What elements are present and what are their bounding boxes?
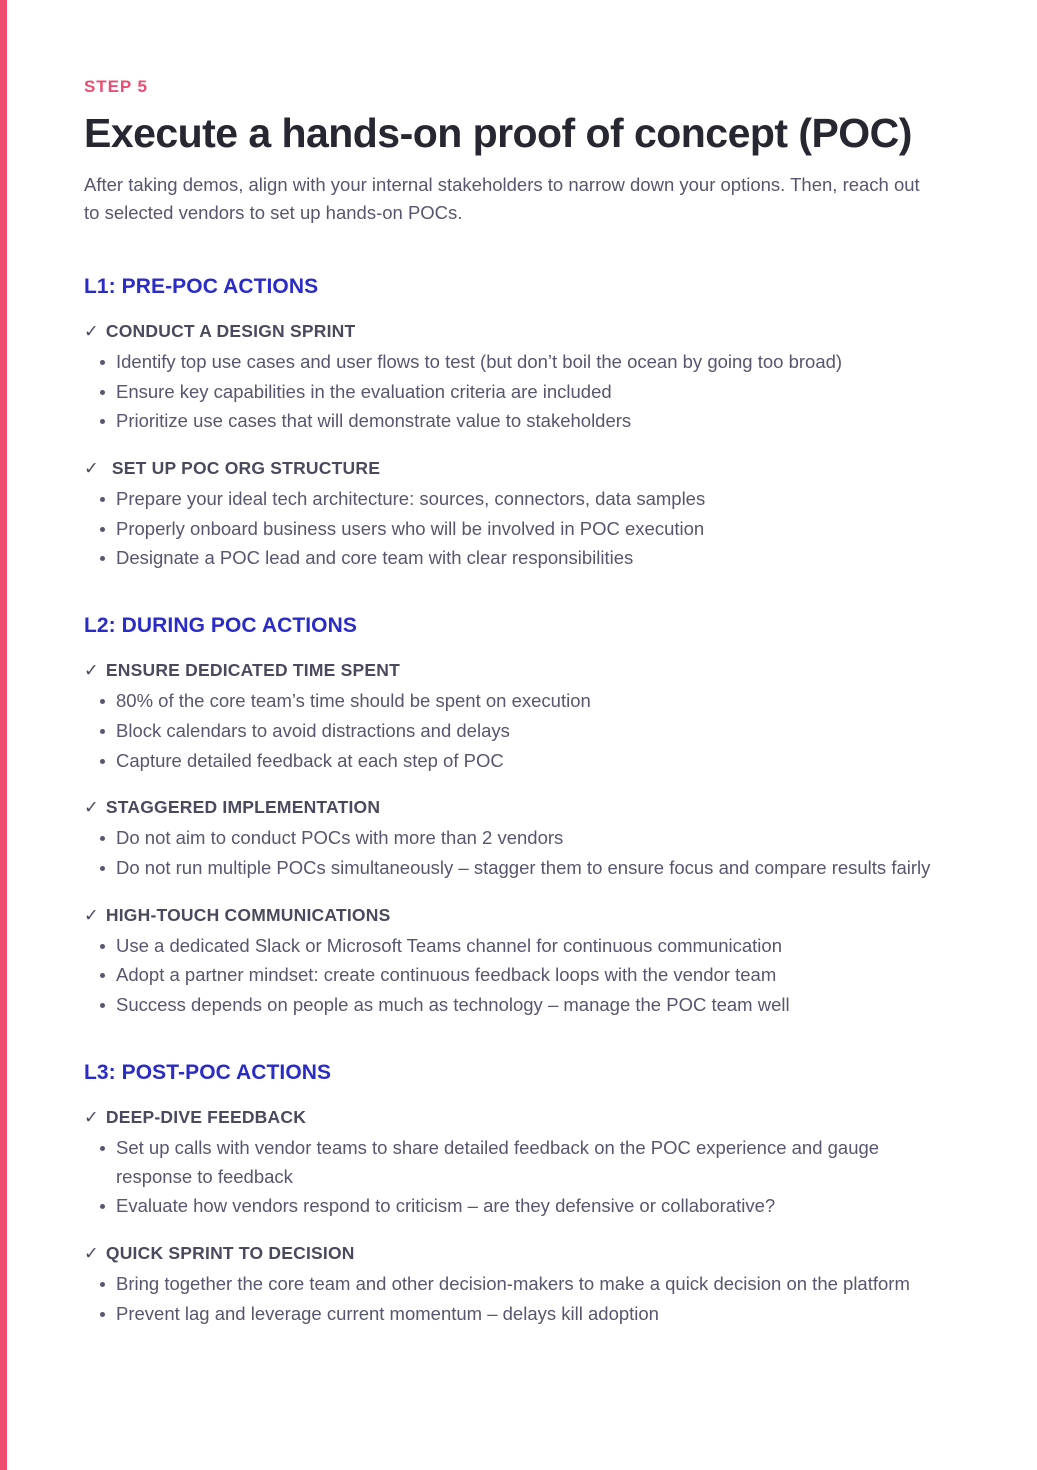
checklist-group — [84, 458, 947, 573]
checklist-group-heading — [84, 1107, 947, 1128]
checklist-group-heading — [84, 905, 947, 926]
bullet-item: Adopt a partner mindset: create continuous feedback loops with the vendor team — [84, 961, 946, 990]
checklist-group-label: DEEP-DIVE FEEDBACK — [105, 1106, 307, 1127]
checklist-group-heading — [84, 1243, 947, 1264]
checkmark-icon: ✓ — [84, 660, 99, 681]
bullet-list — [84, 932, 947, 1020]
bullet-list — [84, 1270, 947, 1328]
bullet-item: Set up calls with vendor teams to share detailed feedback on the POC experience and gauge response to feedback — [84, 1134, 946, 1191]
bullet-item: Identify top use cases and user flows to test (but don’t boil the ocean by going too broad) — [84, 348, 946, 377]
bullet-list — [84, 687, 947, 775]
bullet-item: Bring together the core team and other decision-makers to make a quick decision on the platform — [84, 1270, 946, 1299]
checklist-group — [84, 1243, 947, 1328]
checkmark-icon: ✓ — [84, 1242, 99, 1263]
bullet-item: Designate a POC lead and core team with clear responsibilities — [84, 544, 946, 573]
checklist-group-label: HIGH-TOUCH COMMUNICATIONS — [105, 904, 391, 925]
checkmark-icon: ✓ — [84, 321, 99, 342]
step-eyebrow-label: STEP 5 — [84, 77, 148, 96]
section-heading: L3: POST-POC ACTIONS — [84, 1060, 332, 1084]
bullet-item: Use a dedicated Slack or Microsoft Teams channel for continuous communication — [84, 932, 946, 961]
checkmark-icon: ✓ — [84, 797, 99, 818]
checklist-group — [84, 321, 947, 436]
bullet-item: Ensure key capabilities in the evaluation criteria are included — [84, 378, 946, 407]
checklist-group — [84, 905, 947, 1020]
checklist-group-label: SET UP POC ORG STRUCTURE — [111, 458, 381, 479]
content-section — [84, 613, 947, 1020]
checklist-group-label: ENSURE DEDICATED TIME SPENT — [105, 660, 400, 681]
bullet-list — [84, 1134, 947, 1221]
bullet-list — [84, 348, 947, 436]
sections-container — [84, 274, 947, 1328]
checklist-group — [84, 797, 947, 882]
checklist-group-heading — [84, 458, 947, 479]
checklist-group-label: STAGGERED IMPLEMENTATION — [105, 797, 381, 818]
section-heading: L1: PRE-POC ACTIONS — [84, 274, 319, 298]
bullet-item: Properly onboard business users who will be involved in POC execution — [84, 515, 946, 544]
checklist-group-heading — [84, 321, 947, 342]
bullet-list — [84, 485, 947, 573]
bullet-item: Do not run multiple POCs simultaneously – stagger them to ensure focus and compare results fairly — [84, 854, 946, 883]
checklist-group — [84, 1107, 947, 1221]
bullet-list — [84, 824, 947, 882]
bullet-item: Block calendars to avoid distractions and delays — [84, 717, 946, 746]
checkmark-icon: ✓ — [84, 458, 99, 479]
bullet-item: Evaluate how vendors respond to criticism – are they defensive or collaborative? — [84, 1192, 946, 1221]
checkmark-icon: ✓ — [84, 1106, 99, 1127]
intro-paragraph: After taking demos, align with your internal stakeholders to narrow down your options. Then, reach out to selected vendors to set up hands-on POCs. — [84, 173, 920, 224]
bullet-item: 80% of the core team’s time should be spent on execution — [84, 687, 946, 716]
section-heading: L2: DURING POC ACTIONS — [84, 614, 357, 638]
checkmark-icon: ✓ — [84, 904, 99, 925]
bullet-item: Prepare your ideal tech architecture: sources, connectors, data samples — [84, 485, 946, 514]
bullet-item: Capture detailed feedback at each step of POC — [84, 747, 946, 776]
bullet-item: Prioritize use cases that will demonstrate value to stakeholders — [84, 407, 946, 436]
content-section — [84, 274, 947, 573]
checklist-group-label: CONDUCT A DESIGN SPRINT — [105, 321, 356, 342]
checklist-group-heading — [84, 797, 947, 818]
bullet-item: Success depends on people as much as technology – manage the POC team well — [84, 991, 946, 1020]
checklist-group — [84, 660, 947, 775]
checklist-group-label: QUICK SPRINT TO DECISION — [105, 1242, 355, 1263]
checklist-group-heading — [84, 660, 947, 681]
bullet-item: Prevent lag and leverage current momentum – delays kill adoption — [84, 1300, 946, 1329]
content-section — [84, 1060, 947, 1329]
page-title: Execute a hands-on proof of concept (POC) — [84, 109, 912, 156]
bullet-item: Do not aim to conduct POCs with more than 2 vendors — [84, 824, 946, 853]
page-header — [84, 78, 947, 228]
